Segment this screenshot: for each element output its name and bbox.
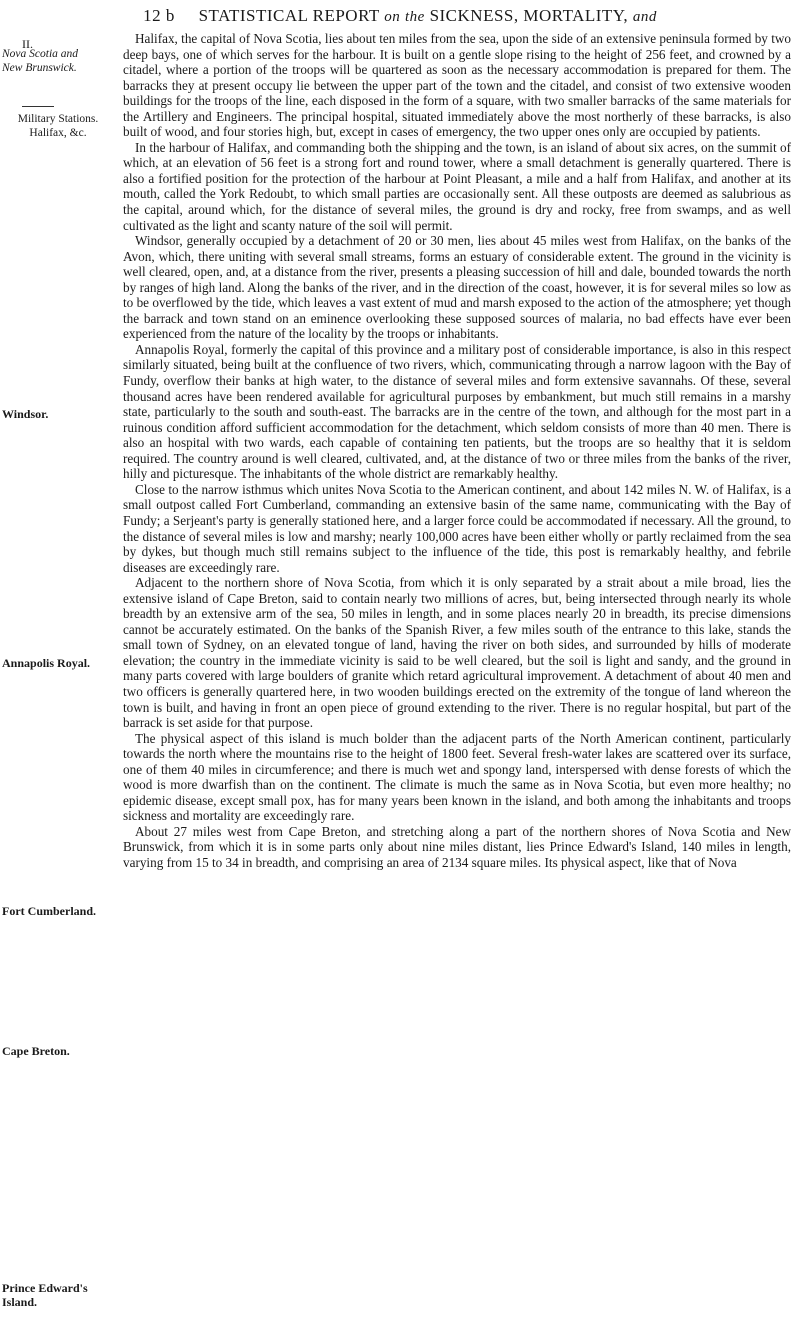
margin-stations-line-1: Military Stations.	[17, 113, 99, 125]
section-numeral: II.	[22, 37, 33, 51]
margin-prince-line-2: Island.	[2, 1295, 38, 1309]
paragraph-cape-breton: Adjacent to the northern shore of Nova Scotia, from which it is only separated by a strait about a mile broad, lies the extensive island of Cape Breton, said to contain nearly two millions of acres, but, being intersected through nearly its whole breadth by an extensive arm of the sea, 50 miles in length, and in some places nearly 20 in breadth, its precise dimensions cannot be accurately estimated. On the banks of the Spanish River, a few miles south of the entrance to this lake, stands the small town of Sydney, on an elevated tongue of land, having the river on both sides, and surrounded by hills of moderate elevation; the country in the immediate vicinity is said to be well cleared, but the soil is light and sandy, and the ground in many parts covered with large boulders of granite which retard agricultural improvement. A detachment of about 40 men and two officers is generally quartered here, in two wooden buildings erected on the extremity of the tongue of land whereon the town is built, and having in front an open piece of ground extending to the river. There is no regular hospital, but part of the barrack is set aside for that purpose.	[123, 575, 791, 731]
margin-note-annapolis: Annapolis Royal.	[2, 656, 91, 670]
margin-stations-line-2: Halifax, &c.	[29, 127, 87, 139]
paragraph-harbour: In the harbour of Halifax, and commanding both the shipping and the town, is an island of about six acres, on the summit of which, at an elevation of 56 feet is a strong fort and round tower, where a small detachment is generally quartered. There is also a fortified position for the protection of the harbour at Point Pleasant, a mile and a half from Halifax, and another at its mouth, called the York Redoubt, to which small parties are occasionally sent. All these outposts are deemed as salubrious as the capital, around which, for the distance of several miles, the ground is dry and rocky, free from swamps, and as well cultivated as the light and scanty nature of the soil will permit.	[123, 139, 791, 233]
margin-note-stations	[4, 112, 112, 140]
header-title-part-2: SICKNESS, MORTALITY,	[429, 6, 629, 25]
running-header	[0, 6, 800, 28]
margin-prince-line-1: Prince Edward's	[2, 1281, 88, 1295]
margin-region-line-1: Nova Scotia and	[2, 48, 79, 60]
paragraph-island-aspect: The physical aspect of this island is much bolder than the adjacent parts of the North American continent, particularly towards the north where the mountains rise to the height of 1800 feet. Several fresh-water lakes are scattered over its surface, one of them 40 miles in circumference; and there is much wet and spongy land, interspersed with dense forests of which the wood is more dwarfish than on the continent. The climate is much the same as in Nova Scotia, but even more healthy; no epidemic disease, except small pox, has for many years been known in the island, and both among the inhabitants and troops sickness and mortality are exceedingly rare.	[123, 730, 791, 824]
header-on: on	[384, 9, 401, 25]
header-title-part-1: STATISTICAL REPORT	[198, 6, 380, 25]
margin-divider	[22, 106, 54, 107]
margin-note-region	[2, 47, 114, 75]
body-text	[123, 31, 791, 871]
margin-note-cape-breton: Cape Breton.	[2, 1044, 70, 1058]
page-number: 12 b	[143, 6, 175, 25]
header-and: and	[632, 9, 657, 25]
header-the: the	[404, 9, 425, 25]
margin-note-windsor: Windsor.	[2, 407, 49, 421]
paragraph-halifax: Halifax, the capital of Nova Scotia, lies about ten miles from the sea, upon the side of an extensive peninsula formed by two deep bays, one of which serves for the harbour. It is built on a gentle slope rising to the height of 256 feet, and crowned by a citadel, where a portion of the troops will be quartered as soon as the necessary accommodation is prepared for them. The barracks they at present occupy lie between the upper part of the town and the citadel, and consist of two extensive wooden buildings for the troops of the line, each disposed in the form of a square, with two smaller barracks of the same materials for the Artillery and Engineers. The principal hospital, situated immediately above the most northerly of these barracks, is also built of wood, and four stories high, but, except in cases of emergency, the two upper ones only are occupied by patients.	[123, 31, 791, 140]
paragraph-fort-cumberland: Close to the narrow isthmus which unites Nova Scotia to the American continent, and about 142 miles N. W. of Halifax, is a small outpost called Fort Cumberland, commanding an extensive basin of the same name, communicating with the Bay of Fundy; a Serjeant's party is generally stationed here, and a larger force could be accommodated if necessary. All the ground, to the distance of several miles is low and marshy; nearly 100,000 acres have been either wholly or partly reclaimed from the sea by dykes, but though much still remains subject to the influence of the tide, this post is remarkably healthy, and febrile diseases are exceedingly rare.	[123, 481, 791, 575]
margin-note-prince-edward	[2, 1281, 114, 1309]
paragraph-prince-edward: About 27 miles west from Cape Breton, and stretching along a part of the northern shores of Nova Scotia and New Brunswick, from which it is in some parts only about nine miles distant, lies Prince Edward's Island, 140 miles in length, varying from 15 to 34 in breadth, and comprising an area of 2134 square miles. Its physical aspect, like that of Nova	[123, 823, 791, 870]
margin-region-line-2: New Brunswick.	[2, 62, 77, 74]
paragraph-windsor: Windsor, generally occupied by a detachment of 20 or 30 men, lies about 45 miles west from Halifax, on the banks of the Avon, which, there uniting with several small streams, forms an estuary of considerable extent. The ground in the vicinity is well cleared, open, and, at a distance from the river, presents a pleasing succession of hill and dale, bounded towards the north by ranges of high land. Along the banks of the river, and in the direction of the coast, however, it is for several miles so low as to be overflowed by the tide, which leaves a vast extent of mud and marsh exposed to the action of the atmosphere; yet though the barrack and town stand on an eminence overlooking these supposed sources of malaria, no bad effects have ever been experienced from the nature of the locality by the troops or inhabitants.	[123, 233, 791, 342]
paragraph-annapolis: Annapolis Royal, formerly the capital of this province and a military post of considerable importance, is also in this respect similarly situated, being built at the confluence of two rivers, which, communicating through a narrow lagoon with the Bay of Fundy, overflow their banks at high water, to the distance of several miles and form extensive savannahs. Of these, several thousand acres have been rendered available for agricultural purposes by embankment, but much still remains in a marshy state, particularly to the south and south-east. The barracks are in the centre of the town, and although for the most part in a ruinous condition afford sufficient accommodation for the detachment, which seldom consists of more than 40 men. There is also an hospital with two wards, each capable of containing ten patients, but the troops are so healthy that it is seldom required. The country around is well cleared, cultivated, and, at the distance of two or three miles from the banks of the river, hilly and picturesque. The inhabitants of the whole district are remarkably healthy.	[123, 341, 791, 482]
margin-note-fort-cumberland: Fort Cumberland.	[2, 904, 96, 918]
